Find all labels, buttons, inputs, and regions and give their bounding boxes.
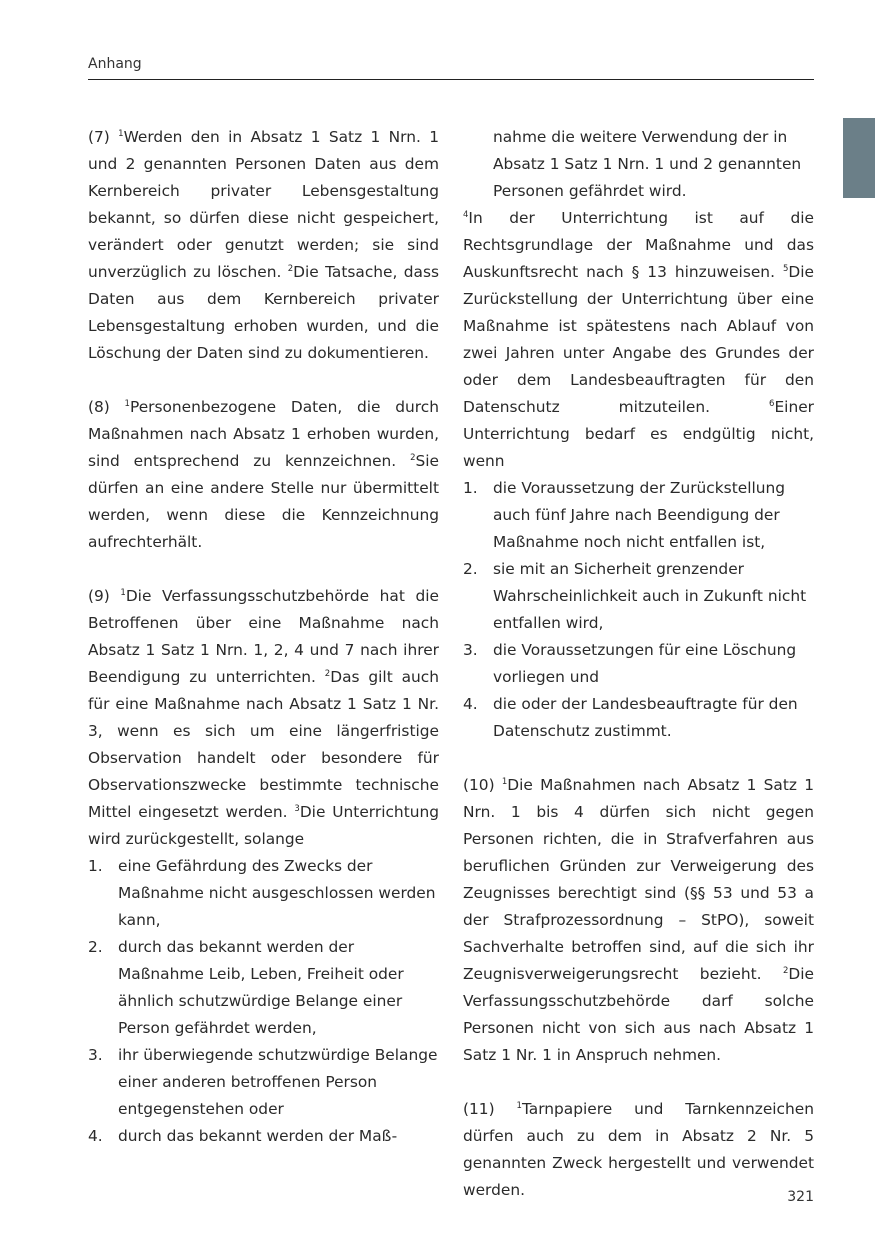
list-item-text: eine Gefährdung des Zwecks der Maßnahme nicht ausgeschlossen werden kann, bbox=[118, 857, 436, 929]
list-item bbox=[463, 637, 814, 691]
sentence-number: 2 bbox=[287, 264, 294, 274]
list-item-number: 4. bbox=[463, 695, 478, 713]
sentence: Tarnpapiere und Tarnkennzeichen dürfen auch zu dem in Absatz 2 Nr. 5 genannten Zweck hergestellt und verwendet werden. bbox=[463, 1100, 814, 1199]
sentence: Sie dürfen an eine andere Stelle nur übermittelt werden, wenn diese die Kennzeichnung aufrechterhält. bbox=[88, 452, 439, 551]
list-item bbox=[88, 1123, 439, 1150]
sentence: Einer Unterrichtung bedarf es endgültig nicht, wenn bbox=[463, 398, 814, 470]
list-item-continuation: nahme die weitere Verwendung der in Absatz 1 Satz 1 Nrn. 1 und 2 genannten Personen gefährdet wird. bbox=[493, 128, 802, 200]
list-item bbox=[88, 1042, 439, 1123]
list-item-text: die Voraussetzung der Zurückstellung auch fünf Jahre nach Beendigung der Maßnahme noch nicht entfallen ist, bbox=[493, 479, 786, 551]
running-header: Anhang bbox=[88, 56, 142, 72]
right-column bbox=[463, 124, 814, 1204]
sentence-number: 1 bbox=[120, 588, 126, 598]
sentence: Das gilt auch für eine Maßnahme nach Absatz 1 Satz 1 Nr. 3, wenn es sich um eine längerfristige Observation handelt oder besondere für Observationszwecke bestimmte technische Mittel eingesetzt werden. bbox=[88, 668, 439, 821]
chapter-side-tab bbox=[843, 118, 875, 198]
paragraph-9-continued bbox=[463, 205, 814, 475]
sentence-number: 2 bbox=[782, 966, 789, 976]
sentence: In der Unterrichtung ist auf die Rechtsgrundlage der Maßnahme und das Auskunftsrecht nach § 13 hinzuweisen. bbox=[463, 209, 814, 281]
sentence-number: 3 bbox=[294, 804, 300, 814]
list-item-text: sie mit an Sicherheit grenzender Wahrscheinlichkeit auch in Zukunft nicht entfallen wird, bbox=[493, 560, 807, 632]
list-item bbox=[463, 475, 814, 556]
list-item-number: 1. bbox=[463, 479, 478, 497]
list-item-number: 4. bbox=[88, 1127, 103, 1145]
list-item-text: die oder der Landesbeauftragte für den Datenschutz zustimmt. bbox=[493, 695, 798, 740]
page-number: 321 bbox=[787, 1189, 814, 1205]
sentence-number: 6 bbox=[769, 399, 775, 409]
list-item-text: ihr überwiegende schutzwürdige Belange einer anderen betroffenen Person entgegenstehen oder bbox=[118, 1046, 438, 1118]
list-item bbox=[88, 853, 439, 934]
sentence-number: 5 bbox=[782, 264, 789, 274]
list-item bbox=[88, 934, 439, 1042]
list-item-text: die Voraussetzungen für eine Löschung vorliegen und bbox=[493, 641, 797, 686]
paragraph-number: (9) bbox=[88, 587, 121, 605]
sentence-number: 1 bbox=[124, 399, 130, 409]
sentence-number: 2 bbox=[410, 453, 416, 463]
list-item bbox=[463, 691, 814, 745]
sentence-number: 1 bbox=[118, 129, 124, 139]
sentence: Die Zurückstellung der Unterrichtung über eine Maßnahme ist spätestens nach Ablauf von zwei Jahren unter Angabe des Grundes der oder dem Landesbeauftragten für den Datenschutz mitzuteilen. bbox=[463, 263, 814, 416]
paragraph-10 bbox=[463, 772, 814, 1069]
sentence: Personenbezogene Daten, die durch Maßnahmen nach Absatz 1 erhoben wurden, sind entsprechend zu kennzeichnen. bbox=[88, 398, 439, 470]
list-item-number: 2. bbox=[88, 938, 103, 956]
sentence-number: 2 bbox=[324, 669, 331, 679]
list-item-number: 3. bbox=[88, 1046, 103, 1064]
list-item-text: durch das bekannt werden der Maß- bbox=[118, 1127, 398, 1145]
sentence: Die Verfassungsschutzbehörde darf solche Personen nicht von sich aus nach Absatz 1 Satz 1 Nr. 1 in Anspruch nehmen. bbox=[463, 965, 814, 1064]
paragraph-number: (7) bbox=[88, 128, 119, 146]
list-item-number: 2. bbox=[463, 560, 478, 578]
paragraph-number: (10) bbox=[463, 776, 502, 794]
left-column bbox=[88, 124, 439, 1150]
header-divider bbox=[88, 79, 814, 80]
sentence: Werden den in Absatz 1 Satz 1 Nrn. 1 und 2 genannten Personen Daten aus dem Kernbereich privater Lebensgestaltung bekannt, so dürfen diese nicht gespeichert, verändert oder genutzt werden; sie sind unverzüglich zu löschen. bbox=[88, 128, 439, 281]
paragraph-7 bbox=[88, 124, 439, 367]
deferral-conditions-list bbox=[88, 853, 439, 1150]
list-item bbox=[463, 556, 814, 637]
sentence-number: 1 bbox=[501, 777, 508, 787]
paragraph-number: (11) bbox=[463, 1100, 517, 1118]
sentence: Die Unterrichtung wird zurückgestellt, solange bbox=[88, 803, 440, 848]
sentence-number: 1 bbox=[516, 1101, 522, 1111]
paragraph-9 bbox=[88, 583, 439, 853]
list-item-number: 3. bbox=[463, 641, 478, 659]
sentence: Die Maßnahmen nach Absatz 1 Satz 1 Nrn. 1 bis 4 dürfen sich nicht gegen Personen richten, die in Strafverfahren aus beruflichen Gründen zur Verweigerung des Zeugnisses berechtigt sind (§§ 53 und 53 a der Strafprozessordnung – StPO), soweit Sachverhalte betroffen sind, auf die sich ihr Zeugnisverweigerungsrecht bezieht. bbox=[463, 776, 814, 983]
list-item-number: 1. bbox=[88, 857, 103, 875]
waiver-conditions-list bbox=[463, 475, 814, 745]
list-item-text: durch das bekannt werden der Maßnahme Leib, Leben, Freiheit oder ähnlich schutzwürdige Belange einer Person gefährdet werden, bbox=[118, 938, 404, 1037]
paragraph-8 bbox=[88, 394, 439, 556]
paragraph-11 bbox=[463, 1096, 814, 1204]
sentence-number: 4 bbox=[463, 210, 469, 220]
sentence: Die Verfassungsschutzbehörde hat die Betroffenen über eine Maßnahme nach Absatz 1 Satz 1 Nrn. 1, 2, 4 und 7 nach ihrer Beendigung zu unterrichten. bbox=[88, 587, 439, 686]
paragraph-number: (8) bbox=[88, 398, 125, 416]
sentence: Die Tatsache, dass Daten aus dem Kernbereich privater Lebensgestaltung erhoben wurden, und die Löschung der Daten sind zu dokumentieren. bbox=[88, 263, 439, 362]
